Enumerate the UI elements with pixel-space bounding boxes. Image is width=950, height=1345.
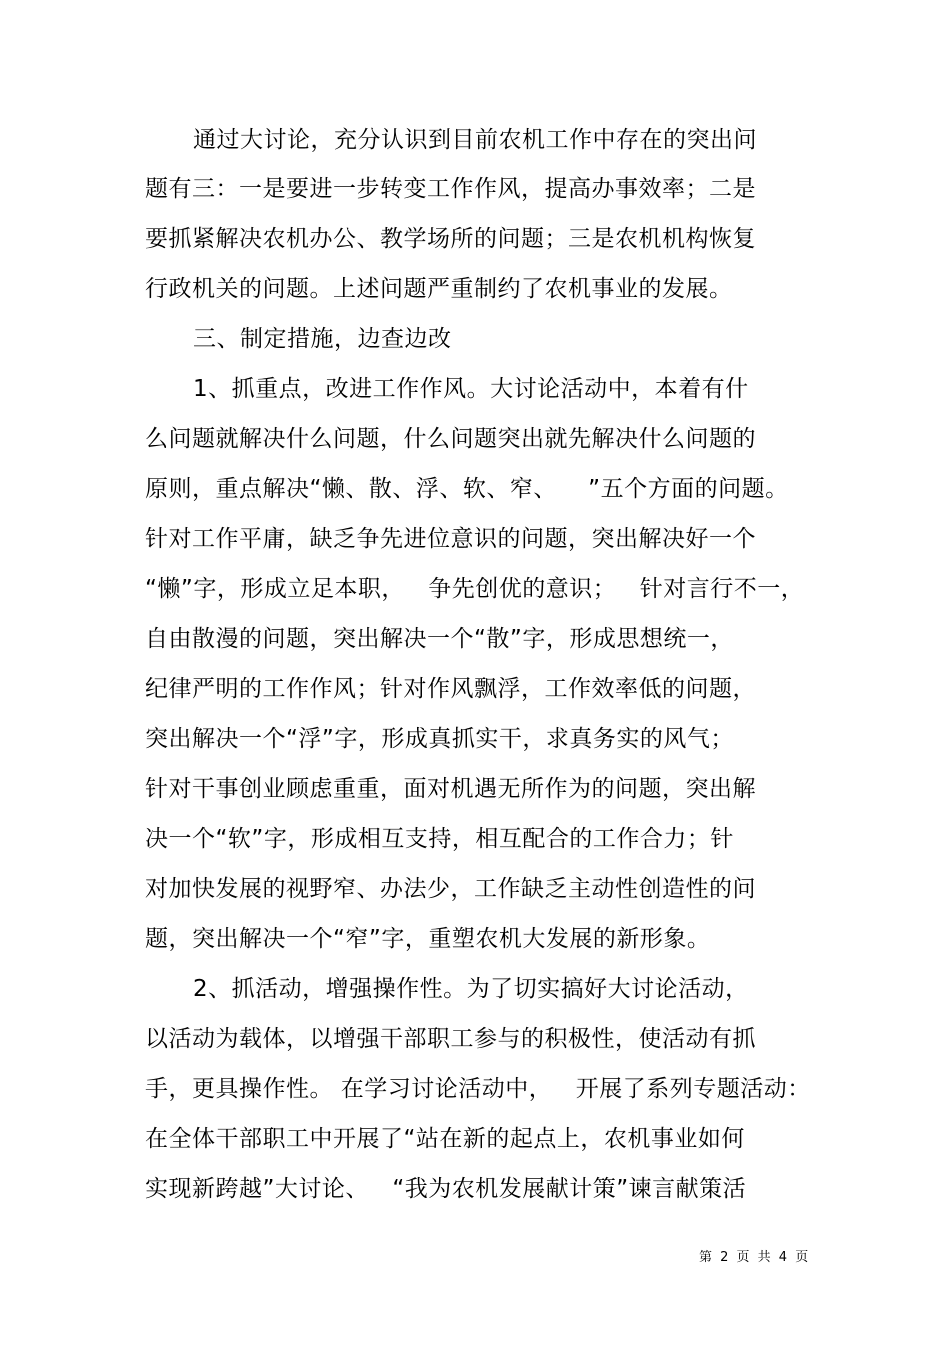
body-text-line: 要抓紧解决农机办公、教学场所的问题；三是农机机构恢复 [145, 226, 756, 252]
body-text-line: 通过大讨论，充分认识到目前农机工作中存在的突出问 [193, 127, 757, 153]
body-text-line: 突出解决一个“浮”字，形成真抓实干，求真务实的风气； [145, 726, 734, 752]
body-text-line: 题，突出解决一个“窄”字，重塑农机大发展的新形象。 [145, 926, 711, 952]
body-text-line: 在全体干部职工中开展了“站在新的起点上，农机事业如何 [145, 1126, 745, 1152]
body-text-line: 1、抓重点，改进工作作风。大讨论活动中，本着有什 [193, 376, 749, 402]
body-text-line: 手，更具操作性。 在学习讨论活动中， 开展了系列专题活动： [145, 1076, 811, 1102]
body-text-line: 以活动为载体，以增强干部职工参与的积极性，使活动有抓 [145, 1026, 756, 1052]
body-text-line: 2、抓活动，增强操作性。为了切实搞好大讨论活动， [193, 976, 749, 1002]
section-heading: 三、制定措施，边查边改 [193, 326, 452, 352]
body-text-line: 原则，重点解决“懒、散、浮、软、窄、 ”五个方面的问题。 [145, 476, 789, 502]
body-text-line: 决一个“软”字，形成相互支持，相互配合的工作合力；针 [145, 826, 734, 852]
body-text-line: “懒”字，形成立足本职， 争先创优的意识； 针对言行不一， [145, 576, 805, 602]
body-text-line: 针对工作平庸，缺乏争先进位意识的问题，突出解决好一个 [145, 526, 756, 552]
body-text-line: 实现新跨越”大讨论、 “我为农机发展献计策”谏言献策活 [145, 1176, 747, 1202]
body-text-line: 针对干事创业顾虑重重，面对机遇无所作为的问题，突出解 [145, 776, 756, 802]
page-number-footer: 第 2 页 共 4 页 [699, 1250, 811, 1265]
body-text-line: 纪律严明的工作作风；针对作风飘浮，工作效率低的问题， [145, 676, 756, 702]
body-text-line: 么问题就解决什么问题，什么问题突出就先解决什么问题的 [145, 426, 756, 452]
body-text-line: 行政机关的问题。上述问题严重制约了农机事业的发展。 [145, 276, 733, 302]
body-text-line: 对加快发展的视野窄、办法少，工作缺乏主动性创造性的问 [145, 876, 756, 902]
body-text-line: 自由散漫的问题，突出解决一个“散”字，形成思想统一， [145, 626, 734, 652]
body-text-line: 题有三：一是要进一步转变工作作风，提高办事效率；二是 [145, 176, 756, 202]
